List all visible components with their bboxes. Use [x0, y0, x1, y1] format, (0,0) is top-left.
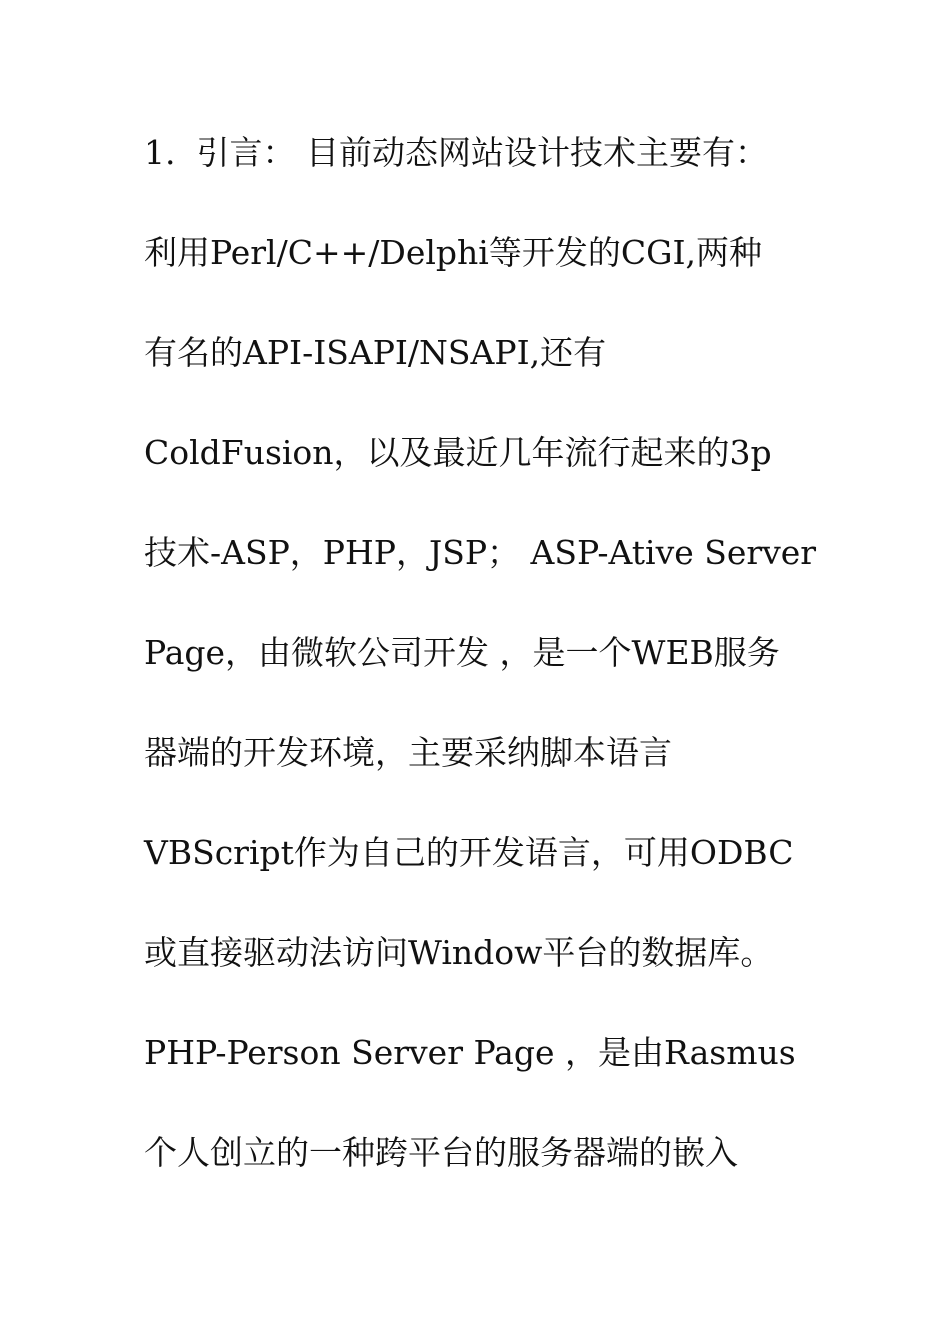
text-line-10: PHP-Person Server Page ，是由Rasmus [144, 1033, 796, 1072]
text-line-5: 技术-ASP，PHP，JSP； ASP-Ative Server [144, 533, 817, 572]
text-line-11: 个人创立的一种跨平台的服务器端的嵌入 [144, 1133, 738, 1172]
text-line-8: VBScript作为自己的开发语言，可用ODBC [144, 833, 794, 872]
text-line-7: 器端的开发环境，主要采纳脚本语言 [144, 733, 672, 772]
text-line-9: 或直接驱动法访问Window平台的数据库。 [144, 933, 774, 972]
text-line-3: 有名的API-ISAPI/NSAPI,还有 [144, 333, 607, 372]
body-text [144, 128, 844, 1228]
text-line-6: Page，由微软公司开发 ，是一个WEB服务 [144, 633, 780, 672]
text-line-2: 利用Perl/C++/Delphi等开发的CGI,两种 [144, 233, 762, 272]
text-line-4: ColdFusion，以及最近几年流行起来的3p [144, 433, 772, 472]
text-line-1: 1. 引言： 目前动态网站设计技术主要有： [144, 133, 768, 172]
